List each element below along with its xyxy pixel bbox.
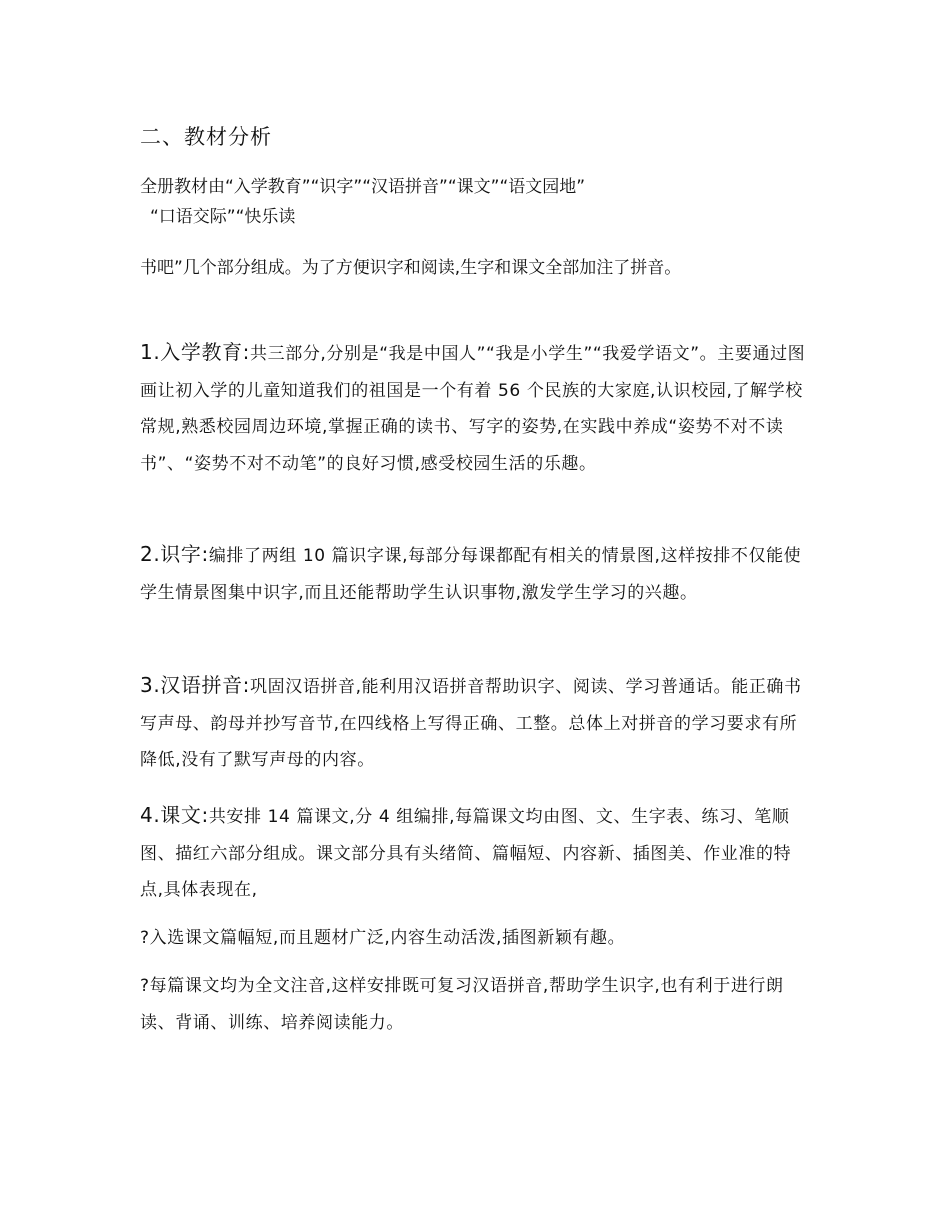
item-lead: 2.识字: [140,542,209,566]
item-admission-education [140,334,812,482]
bullet-full-annotation: ?每篇课文均为全文注音,这样安排既可复习汉语拼音,帮助学生识字,也有利于进行朗读、背诵、训练、培养阅读能力。 [140,976,784,1033]
item-pinyin [140,667,812,779]
item-texts [140,797,812,909]
item-literacy [140,536,812,611]
item-text: 编排了两组 10 篇识字课,每部分每课都配有相关的情景图,这样按排不仅能使学生情景图集中识字,而且还能帮助学生认识事物,激发学生学习的兴趣。 [140,546,802,603]
intro-line-1: 全册教材由“入学教育”“识字”“汉语拼音”“课文”“语文园地” [140,177,586,197]
item-text: 巩固汉语拼音,能利用汉语拼音帮助识字、阅读、学习普通话。能正确书写声母、韵母并抄写音节,在四线格上写得正确、工整。总体上对拼音的学习要求有所降低,没有了默写声母的内容。 [140,677,802,770]
section-title: 二、教材分析 [140,125,272,149]
item-text: 共安排 14 篇课文,分 4 组编排,每篇课文均由图、文、生字表、练习、笔顺图、描红六部分组成。课文部分具有头绪简、篇幅短、内容新、插图美、作业准的特点,具体表现在, [140,807,792,900]
item-lead: 1.入学教育: [140,340,251,364]
bullet-short-texts: ?入选课文篇幅短,而且题材广泛,内容生动活泼,插图新颖有趣。 [140,928,626,948]
intro-line-3: 书吧”几个部分组成。为了方便识字和阅读,生字和课文全部加注了拼音。 [140,258,682,278]
item-text: 共三部分,分别是“我是中国人”“我是小学生”“我爱学语文”。主要通过图画让初入学的儿童知道我们的祖国是一个有着 56 个民族的大家庭,认识校园,了解学校常规,熟悉校园周边环境,掌握正确的读书、写字的姿势,在实践中养成“姿势不对不读书”、“姿势不对不动笔”的良好习惯,感受校园生活的乐趣。 [140,344,806,474]
item-lead: 4.课文: [140,803,209,827]
intro-line-2: “口语交际”“快乐读 [150,207,296,227]
item-lead: 3.汉语拼音: [140,673,251,697]
